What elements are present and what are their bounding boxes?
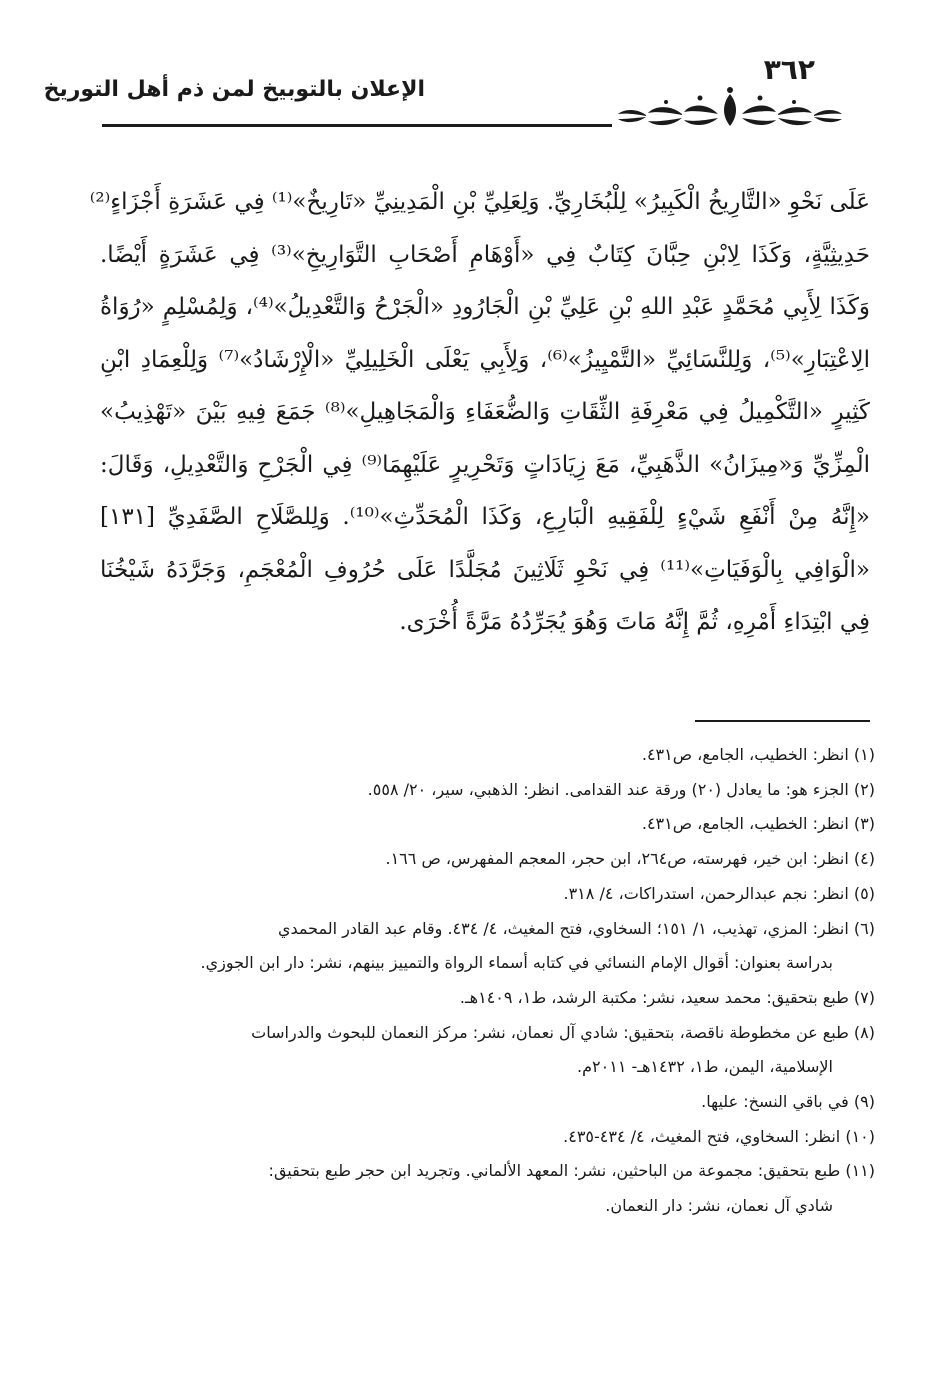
- text-line: حَدِيثِيَّةٍ، وَكَذَا لِابْنِ حِبَّانَ كِتَابٌ فِي «أَوْهَامِ أَصْحَابِ التَّوَارِيخِ»⁽³⁾ فِي عَشَرَةٍ أَيْضًا.: [100, 241, 870, 268]
- text-line: «الْوَافِي بِالْوَفَيَاتِ»⁽¹¹⁾ فِي نَحْوِ ثَلَاثِينَ مُجَلَّدًا عَلَى حُرُوفِ الْمُعْجَمِ، وَجَرَّدَهُ شَيْخُنَا: [100, 556, 870, 583]
- footnote: (٧) طبع بتحقيق: محمد سعيد، نشر: مكتبة الرشد، ط١، ١٤٠٩هـ.: [459, 987, 875, 1007]
- main-text: [89, 176, 870, 649]
- text-line: كَثِيرٍ «التَّكْمِيلُ فِي مَعْرِفَةِ الثِّقَاتِ وَالضُّعَفَاءِ وَالْمَجَاهِيلِ»⁽⁸⁾ جَمَعَ فِيهِ بَيْنَ «تَهْذِيبُ»: [100, 399, 870, 425]
- footnote: (٩) في باقي النسخ: عليها.: [701, 1092, 875, 1112]
- footnote-continuation: شادي آل نعمان، نشر: دار النعمان.: [605, 1196, 833, 1216]
- footnote: (٨) طبع عن مخطوطة ناقصة، بتحقيق: شادي آل نعمان، نشر: مركز النعمان للبحوث والدراسات: [251, 1022, 875, 1042]
- text-line: فِي ابْتِدَاءِ أَمْرِهِ، ثُمَّ إِنَّهُ مَاتَ وَهُوَ يُجَرِّدُهُ مَرَّةً أُخْرَى.: [399, 609, 870, 635]
- footnote-continuation: بدراسة بعنوان: أقوال الإمام النسائي في كتابه أسماء الرواة والتمييز بينهم، نشر: دار ابن الجوزي.: [200, 953, 833, 973]
- footnote: (١٠) انظر: السخاوي، فتح المغيث، ٤/ ٤٣٤-٤٣٥.: [563, 1126, 875, 1146]
- text-line: «إِنَّهُ مِنْ أَنْفَعِ شَيْءٍ لِلْفَقِيهِ الْبَارِعِ، وَكَذَا الْمُحَدِّثِ»⁽¹⁰⁾. وَلِلصَّلَاحِ الصَّفَدِيِّ [١٣١]: [100, 504, 870, 530]
- footnote: (١١) طبع بتحقيق: مجموعة من الباحثين، نشر: المعهد الألماني. وتجريد ابن حجر طبع بتحقيق:: [268, 1161, 875, 1181]
- footnote: (١) انظر: الخطيب، الجامع، ص٤٣١.: [641, 745, 875, 764]
- footnote: (٥) انظر: نجم عبدالرحمن، استدراكات، ٤/ ٣١٨.: [563, 883, 875, 903]
- footnote: (٤) انظر: ابن خير، فهرسته، ص٢٦٤، ابن حجر، المعجم المفهرس، ص ١٦٦.: [385, 849, 875, 869]
- running-header-title: الإعلان بالتوبيخ لمن ذم أهل التوريخ: [43, 77, 425, 102]
- text-line: الْمِزِّيِّ وَ«مِيزَانُ» الذَّهَبِيِّ، مَعَ زِيَادَاتٍ وَتَحْرِيرٍ عَلَيْهِمَا⁽⁹⁾ فِي الْجَرْحِ وَالتَّعْدِيلِ، وَقَالَ:: [100, 451, 870, 478]
- text-line: الِاعْتِبَارِ»⁽⁵⁾، وَلِلنَّسَائِيِّ «التَّمْيِيزُ»⁽⁶⁾، وَلِأَبِي يَعْلَى الْخَلِيلِيِّ «الْإِرْشَادُ»⁽⁷⁾ وَلِلْعِمَادِ ابْنِ: [100, 346, 870, 373]
- footnotes: [100, 738, 875, 1224]
- header-ornament-icon: [610, 86, 850, 136]
- footnote: (٢) الجزء هو: ما يعادل (٢٠) ورقة عند القدامى. انظر: الذهبي، سير، ٢٠/ ٥٥٨.: [367, 779, 875, 799]
- text-line: عَلَى نَحْوِ «التَّارِيخُ الْكَبِيرُ» لِلْبُخَارِيِّ. وَلِعَلِيِّ بْنِ الْمَدِينِيِّ «تَارِيخٌ»⁽¹⁾ فِي عَشَرَةِ أَجْزَاءٍ⁽²⁾: [89, 189, 870, 215]
- header-rule: [102, 124, 612, 127]
- footnote-continuation: الإسلامية، اليمن، ط١، ١٤٣٢هـ- ٢٠١١م.: [577, 1057, 833, 1077]
- text-line: وَكَذَا لِأَبِي مُحَمَّدٍ عَبْدِ اللهِ بْنِ عَلِيِّ بْنِ الْجَارُودِ «الْجَرْحُ وَالتَّعْدِيلُ»⁽⁴⁾، وَلِمُسْلِمٍ «رُوَاةُ: [100, 294, 870, 320]
- page-number: ٣٦٢: [763, 53, 815, 86]
- footnote-separator: [695, 720, 870, 722]
- footnote: (٣) انظر: الخطيب، الجامع، ص٤٣١.: [641, 814, 875, 834]
- footnote: (٦) انظر: المزي، تهذيب، ١/ ١٥١؛ السخاوي، فتح المغيث، ٤/ ٤٣٤. وقام عبد القادر المحمدي: [277, 918, 875, 938]
